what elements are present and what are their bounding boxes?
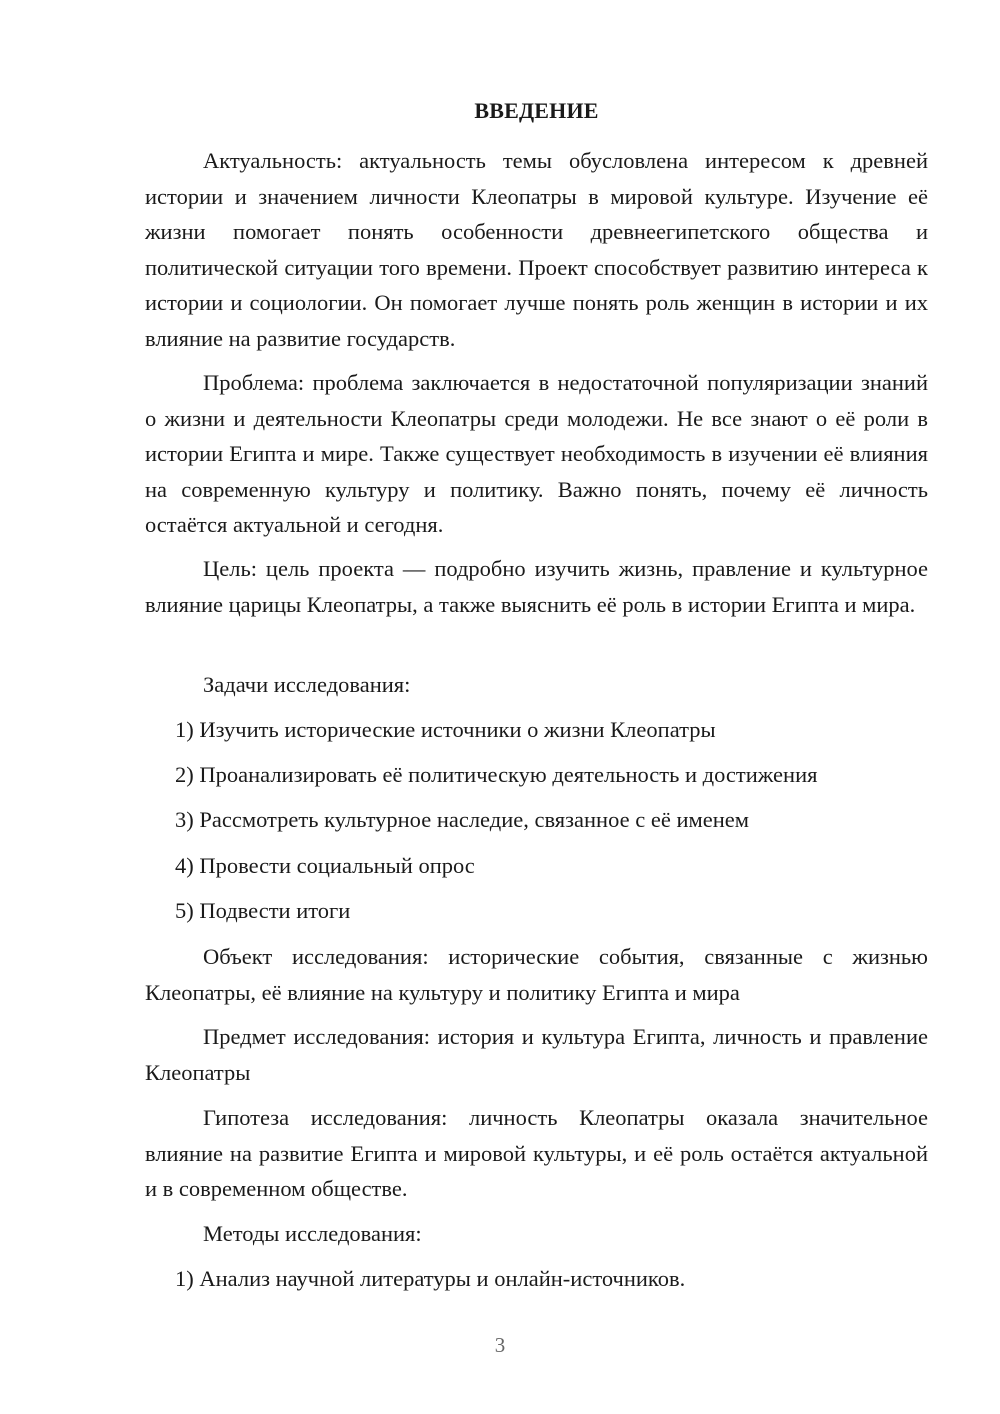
subject-paragraph: Предмет исследования: история и культура Египта, личность и правление Клеопатры [145, 1024, 928, 1085]
problem-paragraph: Проблема: проблема заключается в недостаточной популяризации знаний о жизни и деятельности Клеопатры среди молодежи. Не все знают о её роли в истории Египта и мире. Также существует необходимость в изучении её влияния на современную культуру и политику. Важно понять, почему её личность остаётся актуальной и сегодня. [145, 370, 928, 537]
page-number: 3 [494, 1333, 506, 1357]
methods-title: Методы исследования: [203, 1221, 422, 1246]
task-item-2: 2) Проанализировать её политическую деятельность и достижения [175, 762, 818, 787]
relevance-paragraph: Актуальность: актуальность темы обусловлена интересом к древней истории и значением личности Клеопатры в мировой культуре. Изучение её жизни помогает понять особенности древнеегипетского общества и политической ситуации того времени. Проект способствует развитию интереса к истории и социологии. Он помогает лучше понять роль женщин в истории и их влияние на развитие государств. [145, 148, 928, 351]
method-item-1: 1) Анализ научной литературы и онлайн-источников. [175, 1266, 686, 1291]
object-paragraph: Объект исследования: исторические события, связанные с жизнью Клеопатры, её влияние на культуру и политику Египта и мира [145, 944, 928, 1005]
task-item-3: 3) Рассмотреть культурное наследие, связанное с её именем [175, 807, 749, 832]
tasks-title: Задачи исследования: [203, 672, 411, 697]
section-heading: ВВЕДЕНИЕ [474, 98, 599, 123]
task-item-1: 1) Изучить исторические источники о жизни Клеопатры [175, 717, 716, 742]
hypothesis-paragraph: Гипотеза исследования: личность Клеопатры оказала значительное влияние на развитие Египта и мировой культуры, и её роль остаётся актуальной и в современном обществе. [145, 1105, 928, 1201]
goal-paragraph: Цель: цель проекта — подробно изучить жизнь, правление и культурное влияние царицы Клеопатры, а также выяснить её роль в истории Египта и мира. [145, 556, 928, 617]
task-item-4: 4) Провести социальный опрос [175, 853, 475, 878]
task-item-5: 5) Подвести итоги [175, 898, 351, 923]
